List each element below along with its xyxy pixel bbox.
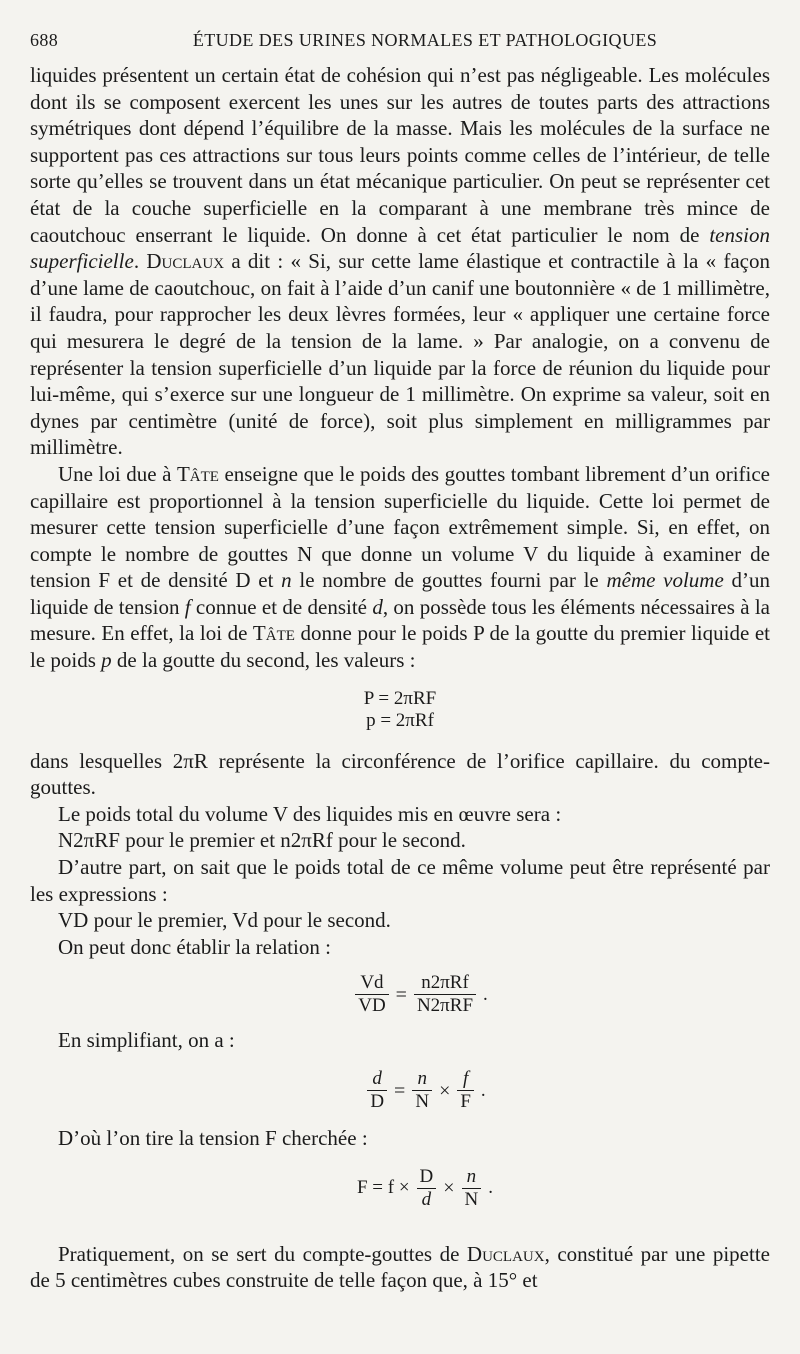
fraction bbox=[414, 972, 476, 1017]
text: Pratiquement, on se sert du compte-gouttes de bbox=[58, 1241, 467, 1266]
page-body bbox=[30, 62, 770, 1294]
denominator: D bbox=[370, 1091, 385, 1112]
author-name: Tâte bbox=[176, 461, 219, 486]
denominator: N bbox=[415, 1091, 430, 1112]
denominator: N bbox=[464, 1188, 479, 1210]
text: donne pour le poids P de la goutte du premier liquide et le poids bbox=[30, 621, 770, 673]
text: Une loi due à bbox=[58, 461, 177, 486]
numerator: n bbox=[412, 1068, 432, 1091]
paragraph-practice bbox=[30, 1241, 770, 1294]
equation-drop-weights bbox=[30, 688, 770, 732]
paragraph-simplify: En simplifiant, on a : bbox=[58, 1028, 235, 1053]
text: . bbox=[133, 249, 147, 274]
paragraph-circumference: dans lesquelles 2πR représente la circonférence de l’orifice capillaire. du compte-gouttes. bbox=[30, 748, 770, 800]
emphasis: même volume bbox=[606, 568, 724, 593]
text: , constitué par une pipette de 5 centimètres cubes construite de telle façon que, à 15° et bbox=[30, 1241, 770, 1293]
fraction bbox=[457, 1068, 474, 1113]
period: . bbox=[480, 1079, 486, 1101]
paragraph-cohesion bbox=[30, 62, 770, 461]
denominator: N2πRF bbox=[416, 995, 474, 1017]
denominator: VD bbox=[358, 995, 386, 1017]
text: connue et de densité bbox=[190, 594, 373, 619]
equation-lhs: F = f × bbox=[356, 1177, 410, 1199]
equation-line: p = 2πRf bbox=[366, 709, 434, 731]
text: enseigne que le poids des gouttes tombant librement d’un orifice capillaire est proportionnel à la tension superficielle du liquide. Cette loi permet de mesurer cette tension superficielle d’une façon extrêmement simple. Si, en effet, on compte le nombre de gouttes N que donne un volume V du liquide à examiner de tension F et de densité D et bbox=[30, 461, 771, 593]
paragraph-relation: On peut donc établir la relation : bbox=[58, 934, 331, 959]
numerator: d bbox=[367, 1068, 387, 1091]
text: d’un liquide de tension bbox=[30, 568, 771, 619]
fraction bbox=[417, 1166, 437, 1211]
denominator: F bbox=[460, 1091, 471, 1112]
paragraph-vd: VD pour le premier, Vd pour le second. bbox=[58, 908, 391, 933]
fraction bbox=[355, 972, 388, 1017]
fraction bbox=[367, 1068, 387, 1113]
symbol: p bbox=[101, 648, 112, 673]
numerator: Vd bbox=[355, 972, 388, 995]
symbol: f bbox=[184, 594, 191, 619]
page-header bbox=[30, 30, 760, 51]
paragraph-other-part: D’autre part, on sait que le poids total de ce même volume peut être représenté par les expressions : bbox=[30, 855, 770, 906]
numerator: n2πRf bbox=[414, 972, 476, 995]
equation-simplified bbox=[30, 1068, 770, 1113]
numerator: f bbox=[457, 1068, 474, 1091]
running-title: ÉTUDE DES URINES NORMALES ET PATHOLOGIQUES bbox=[192, 30, 658, 50]
numerator: D bbox=[417, 1166, 437, 1189]
author-name: Duclaux bbox=[466, 1241, 545, 1266]
equals-sign: = bbox=[394, 1079, 406, 1102]
text: , on possède tous les éléments nécessaires à la mesure. En effet, la loi de bbox=[30, 594, 770, 646]
period: . bbox=[488, 1177, 494, 1199]
equation-line: P = 2πRF bbox=[363, 687, 437, 709]
author-name: Tâte bbox=[252, 621, 295, 646]
paragraph-tate-law bbox=[30, 461, 770, 674]
times-sign: × bbox=[443, 1177, 455, 1200]
text: a dit : « Si, sur cette lame élastique et contractile à la « façon d’une lame de caoutchouc, on fait à l’aide d’un canif une boutonnière « de 1 millimètre, il faudra, pour rapprocher les deux lèvres formées, leur « appliquer une certaine force qui mesurera le degré de la tension de la lame. » Par analogie, on a convenu de représenter la tension superficielle d’un liquide par la force de réunion du liquide pour lui-même, qui s’exerce sur une longueur de 1 millimètre. On exprime sa valeur, soit en dynes par centimètre (unité de force), soit plus simplement en milligrammes par millimètre. bbox=[30, 249, 771, 460]
symbol: n bbox=[281, 568, 292, 593]
equation-tension bbox=[30, 1166, 770, 1211]
term-tension-superficielle: tension superficielle bbox=[30, 222, 770, 274]
author-name: Duclaux bbox=[146, 249, 225, 274]
symbol: d bbox=[372, 594, 383, 619]
paragraph-total-weight: Le poids total du volume V des liquides mis en œuvre sera : bbox=[58, 801, 562, 826]
text: de la goutte du second, les valeurs : bbox=[111, 648, 416, 673]
equation-relation bbox=[30, 972, 770, 1017]
fraction bbox=[462, 1166, 482, 1211]
equals-sign: = bbox=[395, 983, 407, 1006]
period: . bbox=[483, 983, 488, 1005]
times-sign: × bbox=[439, 1079, 451, 1102]
denominator: d bbox=[421, 1188, 432, 1210]
fraction bbox=[412, 1068, 432, 1113]
paragraph-tension-result: D’où l’on tire la tension F cherchée : bbox=[58, 1126, 368, 1150]
text: le nombre de gouttes fourni par le bbox=[291, 568, 607, 593]
page-number: 688 bbox=[30, 30, 59, 50]
numerator: n bbox=[462, 1166, 482, 1189]
paragraph-weights: N2πRF pour le premier et n2πRf pour le second. bbox=[58, 828, 466, 853]
text: liquides présentent un certain état de cohésion qui n’est pas négligeable. Les molécules dont ils se composent exercent les unes sur les autres de toutes parts des attractions symétriques dont dépend l’équilibre de la masse. Mais les molécules de la surface ne supportent pas ces attractions sur tous leurs points comme celles de l’intérieur, de telle sorte qu’elles se trouvent dans un état mécanique particulier. On peut se représenter cet état de la couche superficielle en la comparant à une membrane très mince de caoutchouc enserrant le liquide. On donne à cet état particulier le nom de bbox=[30, 63, 770, 247]
